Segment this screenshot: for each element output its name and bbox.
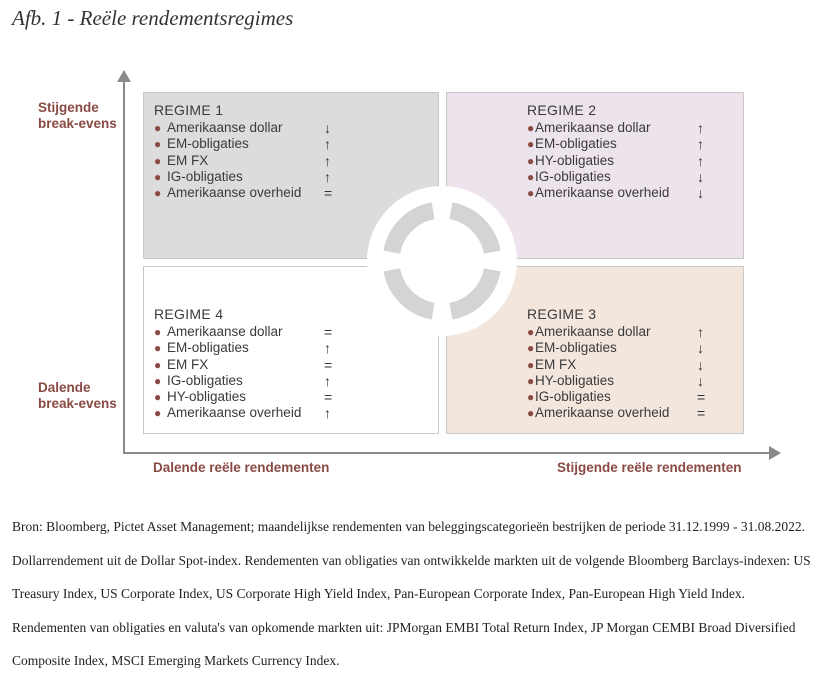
bullet-icon: ● (154, 357, 162, 372)
direction-icon: ↓ (697, 356, 704, 373)
bullet-icon: ● (154, 137, 162, 152)
asset-label: EM-obligaties (167, 340, 249, 356)
bullet-icon: ● (527, 373, 535, 388)
regime-item (154, 324, 333, 340)
direction-icon: = (324, 324, 333, 340)
cycle-background (367, 186, 517, 336)
asset-label: HY-obligaties (535, 372, 615, 388)
cycle-ring (366, 185, 518, 337)
regime-item (154, 356, 333, 373)
y-axis-label-top: Stijgende break-evens (38, 100, 117, 131)
bullet-icon: ● (154, 153, 162, 168)
x-axis-arrowhead (769, 446, 781, 460)
bullet-icon: ● (154, 169, 162, 184)
asset-label: EM FX (535, 356, 577, 372)
direction-icon: ↑ (697, 120, 704, 136)
regime-item (154, 372, 331, 389)
direction-icon: ↑ (324, 152, 331, 169)
y-axis-line (123, 80, 125, 453)
asset-label: EM FX (167, 152, 209, 168)
regime-item (154, 120, 331, 136)
figure-title: Afb. 1 - Reële rendementsregimes (12, 6, 294, 30)
source-note: Bron: Bloomberg, Pictet Asset Management; maandelijkse rendementen van beleggingscategorieën bestrijken de periode 31.12.1999 - 31.08.2022. Dollarrendement uit de Dollar Spot-index. Rendementen van obligaties van ontwikkelde markten uit de volgende Bloomberg Barclays-indexen: US Treasury Index, US Corporate Index, US Corporate High Yield Index, Pan-European Corporate Index, Pan-European High Yield Index. Rendementen van obligaties en valuta's van opkomende markten uit: JPMorgan EMBI Total Return Index, JP Morgan CEMBI Broad Diversified Composite Index, MSCI Emerging Markets Currency Index. (12, 519, 811, 668)
asset-label: HY-obligaties (535, 152, 615, 168)
regime-item (527, 389, 706, 406)
direction-icon: ↑ (324, 405, 331, 422)
regime-item (527, 185, 704, 202)
x-axis-line (123, 452, 771, 454)
x-axis-label-left: Dalende reële rendementen (153, 460, 330, 475)
asset-label: EM-obligaties (535, 136, 617, 152)
direction-icon: = (324, 389, 333, 406)
regime-item (154, 152, 331, 169)
bullet-icon: ● (154, 373, 162, 388)
direction-icon: ↑ (697, 136, 704, 153)
regime-item (527, 324, 704, 340)
regime-title: REGIME 2 (527, 102, 597, 118)
regime-item (154, 340, 331, 357)
direction-icon: ↓ (697, 372, 704, 389)
direction-icon: = (697, 405, 706, 422)
direction-icon: = (324, 356, 333, 373)
direction-icon: = (697, 389, 706, 406)
direction-icon: ↓ (324, 120, 331, 136)
regime-item (527, 168, 704, 185)
bullet-icon: ● (527, 341, 535, 356)
asset-label: EM-obligaties (167, 136, 249, 152)
asset-label: EM FX (167, 356, 209, 372)
y-axis-arrowhead (117, 70, 131, 82)
bullet-icon: ● (527, 406, 535, 421)
asset-label: IG-obligaties (167, 372, 243, 388)
bullet-icon: ● (527, 357, 535, 372)
x-axis-label-right: Stijgende reële rendementen (557, 460, 742, 475)
asset-label: Amerikaanse overheid (167, 405, 302, 421)
direction-icon: ↑ (324, 372, 331, 389)
asset-label: Amerikaanse dollar (535, 324, 651, 339)
regime-2-panel (527, 102, 704, 202)
regime-item (527, 120, 704, 136)
regime-4-panel (154, 306, 333, 422)
bullet-icon: ● (527, 169, 535, 184)
bullet-icon: ● (527, 325, 535, 339)
asset-label: IG-obligaties (535, 389, 611, 405)
asset-label: IG-obligaties (535, 168, 611, 184)
asset-label: Amerikaanse overheid (167, 185, 302, 201)
asset-label: HY-obligaties (167, 389, 247, 405)
regime-title: REGIME 4 (154, 306, 224, 322)
asset-label: IG-obligaties (167, 168, 243, 184)
direction-icon: ↓ (697, 168, 704, 185)
asset-label: EM-obligaties (535, 340, 617, 356)
regime-item (527, 372, 704, 389)
direction-icon: ↑ (697, 324, 704, 340)
regime-title: REGIME 3 (527, 306, 597, 322)
regime-item (527, 356, 704, 373)
bullet-icon: ● (154, 121, 162, 135)
bullet-icon: ● (527, 121, 535, 135)
bullet-icon: ● (527, 153, 535, 168)
regime-3-panel (527, 306, 706, 422)
direction-icon: ↑ (324, 136, 331, 153)
regime-item (527, 405, 706, 422)
bullet-icon: ● (154, 390, 162, 405)
direction-icon: ↑ (324, 340, 331, 357)
regime-item (527, 136, 704, 153)
asset-label: Amerikaanse overheid (535, 185, 670, 201)
regime-item (154, 389, 333, 406)
bullet-icon: ● (154, 341, 162, 356)
direction-icon: = (324, 185, 333, 202)
regime-item (154, 405, 331, 422)
asset-label: Amerikaanse dollar (535, 120, 651, 135)
bullet-icon: ● (527, 137, 535, 152)
regime-item (154, 168, 331, 185)
direction-icon: ↑ (697, 152, 704, 169)
asset-label: Amerikaanse dollar (167, 324, 283, 339)
regime-title: REGIME 1 (154, 102, 224, 118)
regime-item (527, 152, 704, 169)
bullet-icon: ● (154, 186, 162, 201)
regime-item (527, 340, 704, 357)
bullet-icon: ● (527, 390, 535, 405)
asset-label: Amerikaanse dollar (167, 120, 283, 135)
direction-icon: ↓ (697, 340, 704, 357)
direction-icon: ↓ (697, 185, 704, 202)
asset-label: Amerikaanse overheid (535, 405, 670, 421)
bullet-icon: ● (154, 325, 162, 339)
regime-1-panel (154, 102, 333, 202)
direction-icon: ↑ (324, 168, 331, 185)
bullet-icon: ● (154, 406, 162, 421)
bullet-icon: ● (527, 186, 535, 201)
regime-item (154, 185, 333, 202)
regime-item (154, 136, 331, 153)
y-axis-label-bottom: Dalende break-evens (38, 380, 117, 411)
